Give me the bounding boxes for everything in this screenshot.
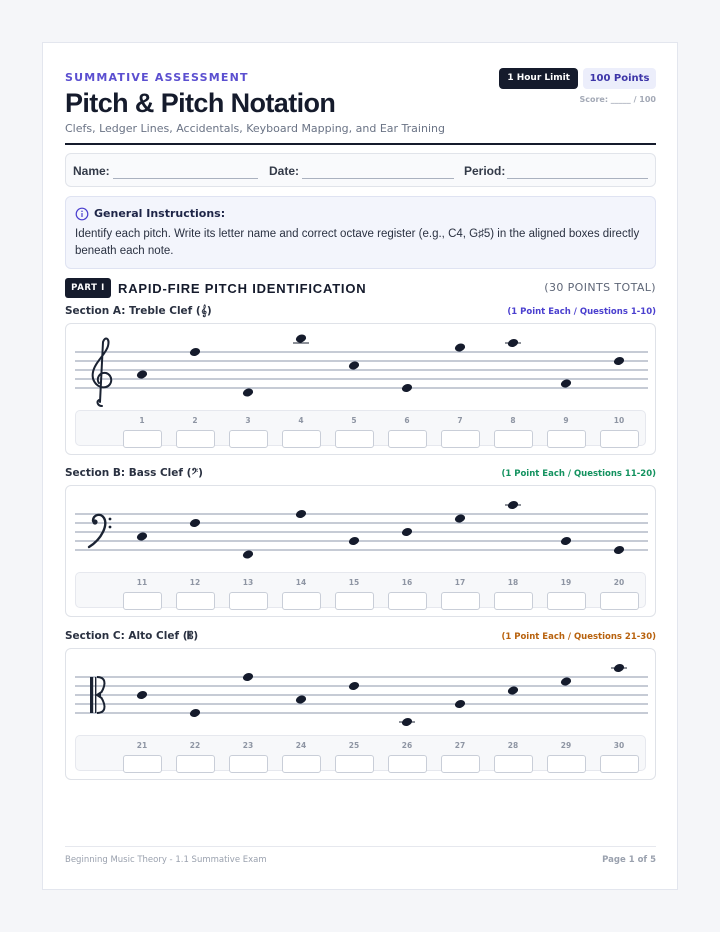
section-title: Section B: Bass Clef (𝄢) — [65, 467, 203, 479]
answer-box[interactable] — [229, 592, 268, 610]
note-head — [560, 536, 572, 547]
points-badge: 100 Points — [583, 68, 656, 89]
question-number: 6 — [404, 416, 410, 425]
question-number: 21 — [136, 741, 148, 750]
treble-clef-icon — [93, 339, 112, 406]
answer-box[interactable] — [176, 592, 215, 610]
answer-box[interactable] — [600, 592, 639, 610]
answer-box[interactable] — [388, 430, 427, 448]
page-subtitle: Clefs, Ledger Lines, Accidentals, Keyboard Mapping, and Ear Training — [65, 122, 445, 135]
answer-box[interactable] — [123, 592, 162, 610]
note-head — [401, 717, 413, 728]
note-head — [401, 383, 413, 394]
date-field[interactable] — [302, 178, 454, 179]
instructions-box — [65, 196, 656, 269]
note-head — [189, 518, 201, 529]
student-info-bar — [65, 153, 656, 187]
instructions-heading: General Instructions: — [94, 207, 226, 220]
music-staff — [75, 494, 648, 564]
part-tag: PART I — [65, 278, 111, 298]
answer-box[interactable] — [388, 592, 427, 610]
staff-section — [65, 323, 656, 455]
question-number: 3 — [245, 416, 251, 425]
note-head — [560, 676, 572, 687]
note-head — [401, 527, 413, 538]
note-head — [242, 672, 254, 683]
section-points: (1 Point Each / Questions 11-20) — [501, 469, 656, 479]
note-head — [348, 681, 360, 692]
instructions-body: Identify each pitch. Write its letter name and correct octave register (e.g., C4, G♯5) in the aligned boxes directly beneath each note. — [75, 228, 640, 257]
note-head — [189, 708, 201, 719]
answer-box[interactable] — [441, 592, 480, 610]
answer-box[interactable] — [229, 755, 268, 773]
question-number: 14 — [295, 578, 307, 587]
answer-box[interactable] — [282, 592, 321, 610]
note-head — [295, 694, 307, 705]
question-number: 16 — [401, 578, 413, 587]
answer-box[interactable] — [335, 755, 374, 773]
note-head — [136, 369, 148, 380]
info-icon — [75, 207, 89, 221]
note-head — [136, 690, 148, 701]
answer-box[interactable] — [547, 592, 586, 610]
note-head — [613, 545, 625, 556]
page-content — [65, 43, 656, 891]
section-points: (1 Point Each / Questions 21-30) — [501, 632, 656, 642]
question-number: 7 — [457, 416, 463, 425]
note-head — [454, 699, 466, 710]
footer-divider — [65, 846, 656, 847]
note-head — [613, 356, 625, 367]
question-number: 19 — [560, 578, 572, 587]
note-head — [507, 338, 519, 349]
question-number: 17 — [454, 578, 466, 587]
note-head — [454, 342, 466, 353]
name-field[interactable] — [113, 178, 258, 179]
question-number: 5 — [351, 416, 357, 425]
note-head — [295, 333, 307, 344]
section-title: Section C: Alto Clef (𝄡) — [65, 630, 199, 642]
question-number: 1 — [139, 416, 145, 425]
footer-course: Beginning Music Theory - 1.1 Summative Exam — [65, 855, 267, 865]
question-number: 12 — [189, 578, 201, 587]
note-head — [454, 513, 466, 524]
question-number: 11 — [136, 578, 148, 587]
bass-clef-icon — [89, 515, 111, 547]
question-number: 27 — [454, 741, 466, 750]
answer-box[interactable] — [176, 430, 215, 448]
note-head — [560, 378, 572, 389]
answer-box[interactable] — [547, 755, 586, 773]
answer-box[interactable] — [600, 755, 639, 773]
answer-box[interactable] — [441, 755, 480, 773]
part-title: RAPID-FIRE PITCH IDENTIFICATION — [118, 281, 367, 296]
answer-box[interactable] — [600, 430, 639, 448]
note-head — [348, 536, 360, 547]
answer-box[interactable] — [441, 430, 480, 448]
section-points: (1 Point Each / Questions 1-10) — [507, 307, 656, 317]
note-head — [136, 531, 148, 542]
answer-box[interactable] — [282, 430, 321, 448]
note-head — [242, 549, 254, 560]
answer-box[interactable] — [123, 755, 162, 773]
note-head — [242, 387, 254, 398]
answer-box[interactable] — [388, 755, 427, 773]
page-title: Pitch & Pitch Notation — [65, 88, 336, 118]
note-head — [613, 663, 625, 674]
answer-box[interactable] — [335, 430, 374, 448]
date-label: Date: — [269, 164, 300, 178]
question-number: 4 — [298, 416, 304, 425]
period-label: Period: — [464, 164, 506, 178]
answer-box[interactable] — [547, 430, 586, 448]
question-number: 9 — [563, 416, 569, 425]
answer-box[interactable] — [282, 755, 321, 773]
question-number: 18 — [507, 578, 519, 587]
staff-section — [65, 648, 656, 780]
music-staff — [75, 657, 648, 727]
header-divider — [65, 143, 656, 145]
question-number: 8 — [510, 416, 516, 425]
question-number: 10 — [613, 416, 625, 425]
answer-box[interactable] — [335, 592, 374, 610]
section-title: Section A: Treble Clef (𝄞) — [65, 305, 212, 317]
answer-box[interactable] — [123, 430, 162, 448]
eyebrow-label: SUMMATIVE ASSESSMENT — [65, 71, 249, 84]
question-number: 29 — [560, 741, 572, 750]
answer-box[interactable] — [176, 755, 215, 773]
exam-page — [42, 42, 678, 890]
note-head — [507, 685, 519, 696]
question-number: 25 — [348, 741, 360, 750]
period-field[interactable] — [507, 178, 648, 179]
question-number: 30 — [613, 741, 625, 750]
time-limit-badge: 1 Hour Limit — [499, 68, 578, 89]
question-number: 2 — [192, 416, 198, 425]
part-points: (30 POINTS TOTAL) — [544, 281, 656, 294]
note-head — [348, 360, 360, 371]
score-line: Score: _____ / 100 — [579, 95, 656, 104]
answer-box[interactable] — [229, 430, 268, 448]
staff-section — [65, 485, 656, 617]
question-number: 22 — [189, 741, 201, 750]
answer-box[interactable] — [494, 755, 533, 773]
question-number: 24 — [295, 741, 307, 750]
question-number: 23 — [242, 741, 254, 750]
name-label: Name: — [73, 164, 110, 178]
question-number: 15 — [348, 578, 360, 587]
note-head — [507, 500, 519, 511]
question-number: 20 — [613, 578, 625, 587]
question-number: 26 — [401, 741, 413, 750]
music-staff — [75, 332, 648, 402]
note-head — [189, 347, 201, 358]
answer-box[interactable] — [494, 592, 533, 610]
note-head — [295, 509, 307, 520]
question-number: 28 — [507, 741, 519, 750]
answer-box[interactable] — [494, 430, 533, 448]
question-number: 13 — [242, 578, 254, 587]
footer-page-number: Page 1 of 5 — [602, 855, 656, 865]
